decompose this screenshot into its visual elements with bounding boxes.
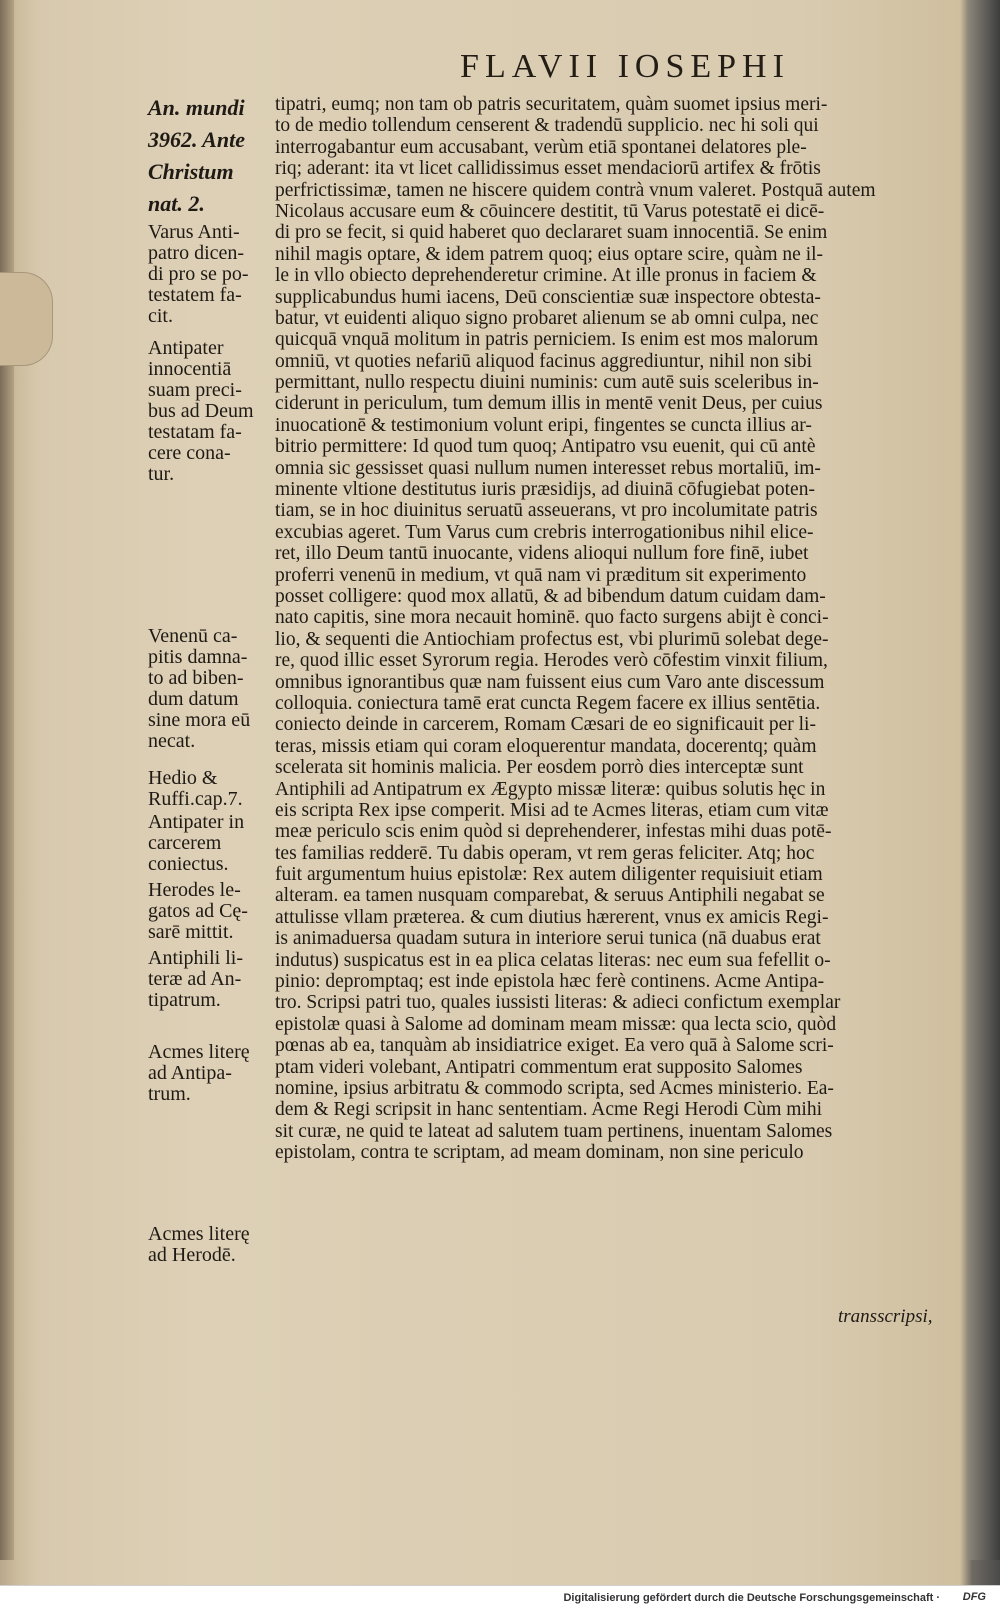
margin-year-note: An. mundi 3962. Ante Christum nat. 2. — [148, 95, 245, 216]
text-line: bitrio permittere: Id quod tum quoq; Antipatro vsu euenit, qui cū antè — [275, 436, 816, 458]
funding-credit: Digitalisierung gefördert durch die Deutsche Forschungsgemeinschaft · — [563, 1592, 940, 1604]
text-line: tiam, se in hoc diuinitus seruatū asseuerans, vt pro incolumitate patris — [275, 500, 818, 522]
text-line: quicquā vnquā molitum in patris perniciem. Is enim est mos malorum — [275, 329, 819, 351]
text-line: alteram. ea tamen nusquam comparebat, & seruus Antiphili negabat se — [275, 885, 825, 907]
text-line: lio, & sequenti die Antiochiam profectus est, vbi plurimū solebat dege- — [275, 628, 829, 650]
text-line: omniū, vt quoties nefariū aliquod facinus aggrediuntur, nihil non sibi — [275, 350, 813, 372]
text-line: tes familias redderē. Tu dabis operam, vt rem geras feliciter. Atq; hoc — [275, 842, 815, 864]
text-line: batur, vt euidenti aliquo signo probaret alienum se ab omni culpa, nec — [275, 307, 819, 329]
text-line: inuocationē & testimonium volunt eripi, fingentes se cuncta illius ar- — [275, 414, 812, 436]
text-line: minente vltione destitutus iuris præsidijs, ad diuinā cōfugiebat poten- — [275, 479, 815, 501]
text-line: is animaduersa quadam sutura in interiore serui tunica (nā duabus erat — [275, 928, 821, 950]
page-edge-shadow — [968, 0, 1000, 1560]
margin-note: Herodes le- gatos ad Cę- sarē mittit. — [148, 879, 248, 943]
text-line: teras, missis etiam qui coram eloquerentur mandata, docerentq; quàm — [275, 735, 817, 757]
running-title: FLAVII IOSEPHI — [460, 48, 790, 85]
margin-note: Antipater innocentiā suam preci- bus ad Deum testatam fa- cere cona- tur. — [148, 337, 254, 485]
text-line: excubias ageret. Tum Varus cum crebris interrogationibus nihil elice- — [275, 521, 814, 543]
text-line: Antiphili ad Antipatrum ex Ægypto missæ literæ: quibus solutis hęc in — [275, 778, 826, 800]
margin-note: Acmes literę ad Antipa- trum. — [148, 1041, 250, 1105]
text-line: fuit argumentum huius epistolæ: Rex autem diligenter requisiuit etiam — [275, 864, 823, 886]
text-line: pœnas ab ea, tanquàm ab insidiatrice exiget. Ea vero quā à Salome scri- — [275, 1035, 834, 1057]
text-line: omnibus ignorantibus quæ nam fuissent eius cum Varo ante discessum — [275, 671, 825, 693]
text-line: nomine, ipsius arbitratu & commodo scripta, sed Acmes ministerio. Ea- — [275, 1077, 834, 1099]
text-line: nihil magis optare, & idem patrem quoq; eius optare scire, quàm ne il- — [275, 243, 824, 265]
text-line: le in vllo obiecto deprehenderetur crimine. At ille pronus in faciem & — [275, 265, 817, 287]
margin-note: Venenū ca- pitis damna- to ad biben- dum datum sine mora eū necat. — [148, 625, 251, 752]
margin-note: Acmes literę ad Herodē. — [148, 1223, 250, 1266]
margin-note: Antiphili li- teræ ad An- tipatrum. — [148, 947, 243, 1011]
margin-note: Hedio & Ruffi.cap.7. — [148, 767, 243, 810]
text-line: proferri venenū in medium, vt quā nam vi præditum sit experimento — [275, 564, 807, 586]
dfg-logo[interactable]: DFG — [962, 1591, 986, 1603]
text-line: eis scripta Rex ipse comperit. Misi ad te Acmes literas, etiam cum vitæ — [275, 799, 829, 821]
text-line: dem & Regi scripsit in hanc sententiam. Acme Regi Herodi Cùm mihi — [275, 1099, 822, 1121]
text-line: omnia sic gessisset quasi nullum numen interesset rebus mortaliū, im- — [275, 457, 821, 479]
text-line: Nicolaus accusare eum & cōuincere destitit, tū Varus potestatē ei dicē- — [275, 200, 825, 222]
text-line: tro. Scripsi patri tuo, quales iussisti literas: & adieci confictum exemplar — [275, 992, 841, 1014]
text-line: ret, illo Deum tantū inuocante, videns alioqui nullum fore finē, iubet — [275, 543, 809, 565]
text-line: re, quod illic esset Syrorum regia. Herodes verò cōfestim vinxit filium, — [275, 650, 828, 672]
text-line: ciderunt in periculum, tum demum illis in mentē venit Deus, per cuius — [275, 393, 823, 415]
text-line: to de medio tollendum censerent & tradendū supplicio. nec hi soli qui — [275, 115, 819, 137]
text-line: epistolæ quasi à Salome ad dominam meam missæ: qua lecta scio, quòd — [275, 1013, 837, 1035]
text-line: di pro se fecit, si quid haberet quo declararet suam innocentiā. Se enim — [275, 222, 828, 244]
text-line: attulisse vllam præterea. & cum diutius hærerent, vnus ex amicis Regi- — [275, 906, 829, 928]
digitization-footer — [0, 1585, 1000, 1612]
text-line: interrogabantur eum accusabant, verùm etiā spontanei delatores ple- — [275, 136, 807, 158]
margin-note: Varus Anti- patro dicen- di pro se po- testatem fa- cit. — [148, 221, 249, 327]
text-line: sit curæ, ne quid te lateat ad salutem tuam pertinens, inuentam Salomes — [275, 1120, 833, 1142]
main-text-column — [275, 94, 955, 1164]
text-line: tipatri, eumq; non tam ob patris securitatem, quàm suomet ipsius meri- — [275, 94, 828, 115]
text-line: riq; aderant: ita vt licet callidissimus esset mendaciorū artifex & frōtis — [275, 158, 821, 180]
catchword: transscripsi, — [838, 1306, 933, 1327]
text-line: scelerata sit hominis malicia. Per eosdem porrò dies interceptæ sunt — [275, 757, 804, 779]
text-line: posset colligere: quod mox allatū, & ad bibendum datum cuidam dam- — [275, 585, 826, 607]
text-line: epistolam, contra te scriptam, ad meam dominam, non sine periculo — [275, 1142, 804, 1164]
gutter-shadow — [0, 0, 14, 1560]
text-line: perfrictissimæ, tamen ne hiscere quidem contrà vnum valeret. Postquā autem — [275, 179, 876, 201]
text-line: indutus) suspicatus est in ea plica celatas literas: nec eum sua fefellit o- — [275, 949, 831, 971]
text-line: pinio: depromptaq; est inde epistola hæc ferè continens. Acme Antipa- — [275, 971, 825, 993]
text-line: supplicabundus humi iacens, Deū conscientiæ suæ inspectore obtesta- — [275, 286, 821, 308]
text-line: permittant, nullo respectu diuini numinis: cum autē suis sceleribus in- — [275, 372, 819, 394]
text-line: coniecto deinde in carcerem, Romam Cæsari de eo significauit per li- — [275, 714, 816, 736]
text-line: ptam videri volebant, Antipatri commentum erat supposito Salomes — [275, 1056, 803, 1078]
text-line: nato capitis, sine mora necauit hominē. quo facto surgens abijt è conci- — [275, 607, 829, 629]
margin-note: Antipater in carcerem coniectus. — [148, 811, 245, 875]
page-tab-marker — [0, 272, 53, 366]
text-line: meæ periculo scis enim quòd si deprehenderer, infestas mihi duas potē- — [275, 821, 832, 843]
text-line: colloquia. coniectura tamē erat cuncta Regem facere ex illius sentētia. — [275, 692, 821, 714]
